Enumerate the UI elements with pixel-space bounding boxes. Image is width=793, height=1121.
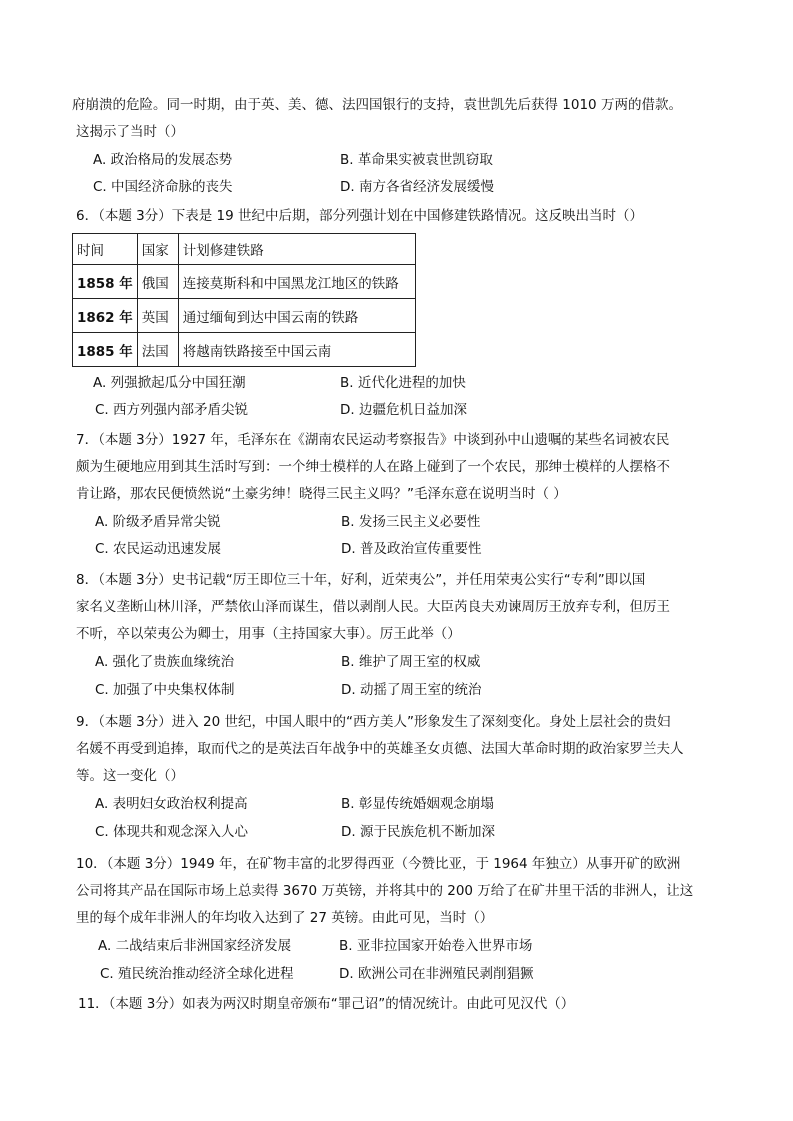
header-cell-country: 国家 — [137, 234, 178, 265]
q9-line-1: 9．（本题 3分）进入 20 世纪，中国人眼中的“西方美人”形象发生了深刻变化。身处上层社会的贵妇 — [76, 714, 671, 730]
q11-stem: 11．（本题 3分）如表为两汉时期皇帝颁布“罪己诏”的情况统计。由此可见汉代（） — [78, 996, 575, 1012]
q6-option-b[interactable]: B. 近代化进程的加快 — [340, 375, 466, 391]
table-cell-railway: 通过缅甸到达中国云南的铁路 — [178, 299, 415, 333]
q6-option-a[interactable]: A. 列强掀起瓜分中国狂潮 — [93, 375, 246, 391]
q8-option-a[interactable]: A. 强化了贵族血缘统治 — [95, 654, 235, 670]
header-cell-railway: 计划修建铁路 — [178, 234, 415, 265]
q9-line-2: 名媛不再受到追捧，取而代之的是英法百年战争中的英雄圣女贞德、法国大革命时期的政治家罗兰夫人 — [76, 741, 684, 757]
q9-option-b[interactable]: B. 彰显传统婚姻观念崩塌 — [341, 796, 494, 812]
q5-option-d[interactable]: D. 南方各省经济发展缓慢 — [340, 179, 494, 195]
q10-line-2: 公司将其产品在国际市场上总卖得 3670 万英镑，并将其中的 200 万给了在矿井里干活的非洲人，让这 — [76, 883, 694, 899]
table-cell-railway: 连接莫斯科和中国黑龙江地区的铁路 — [178, 265, 415, 299]
q5-option-c[interactable]: C. 中国经济命脉的丧失 — [93, 179, 233, 195]
table-cell-country: 俄国 — [137, 265, 178, 299]
table-row — [73, 299, 416, 333]
q5-option-b[interactable]: B. 革命果实被袁世凯窃取 — [340, 152, 493, 168]
q8-option-c[interactable]: C. 加强了中央集权体制 — [95, 682, 235, 698]
q9-line-3: 等。这一变化（） — [76, 768, 184, 784]
q5-line-2: 这揭示了当时（） — [76, 124, 184, 140]
q10-option-b[interactable]: B. 亚非拉国家开始卷入世界市场 — [339, 938, 533, 954]
table-cell-railway: 将越南铁路接至中国云南 — [178, 333, 415, 367]
q9-option-a[interactable]: A. 表明妇女政治权利提高 — [95, 796, 248, 812]
q6-stem: 6．（本题 3分）下表是 19 世纪中后期，部分列强计划在中国修建铁路情况。这反映出当时（） — [76, 208, 643, 224]
table-cell-year: 1858 年 — [73, 265, 138, 299]
q9-option-d[interactable]: D. 源于民族危机不断加深 — [341, 824, 495, 840]
q6-option-c[interactable]: C. 西方列强内部矛盾尖锐 — [95, 402, 249, 418]
q8-option-b[interactable]: B. 维护了周王室的权威 — [341, 654, 481, 670]
q10-option-d[interactable]: D. 欧洲公司在非洲殖民剥削猖獗 — [339, 966, 534, 982]
q8-option-d[interactable]: D. 动摇了周王室的统治 — [341, 682, 482, 698]
q7-line-2: 颇为生硬地应用到其生活时写到：一个绅士模样的人在路上碰到了一个农民，那绅士模样的人摆格不 — [76, 459, 670, 475]
q7-line-1: 7．（本题 3分）1927 年，毛泽东在《湖南农民运动考察报告》中谈到孙中山遗嘱的某些名词被农民 — [76, 432, 670, 448]
q7-line-3: 肯让路，那农民便愤然说“土豪劣绅！晓得三民主义吗？”毛泽东意在说明当时（ ） — [76, 486, 567, 502]
railway-table — [72, 233, 416, 367]
q5-option-a[interactable]: A. 政治格局的发展态势 — [93, 152, 233, 168]
q7-option-a[interactable]: A. 阶级矛盾异常尖锐 — [95, 514, 221, 530]
q10-line-3: 里的每个成年非洲人的年均收入达到了 27 英镑。由此可见，当时（） — [76, 910, 494, 926]
table-cell-year: 1862 年 — [73, 299, 138, 333]
table-cell-country: 英国 — [137, 299, 178, 333]
q8-line-2: 家名义垄断山林川泽，严禁依山泽而谋生，借以剥削人民。大臣芮良夫劝谏周厉王放弃专利，但厉王 — [76, 599, 670, 615]
q10-option-c[interactable]: C. 殖民统治推动经济全球化进程 — [100, 966, 294, 982]
header-cell-time: 时间 — [73, 234, 138, 265]
q9-option-c[interactable]: C. 体现共和观念深入人心 — [95, 824, 249, 840]
q7-option-d[interactable]: D. 普及政治宣传重要性 — [341, 541, 482, 557]
table-row — [73, 333, 416, 367]
q6-option-d[interactable]: D. 边疆危机日益加深 — [340, 402, 467, 418]
q5-line-1: 府崩溃的危险。同一时期，由于英、美、德、法四国银行的支持，袁世凯先后获得 1010 万两的借款。 — [72, 97, 682, 113]
q7-option-c[interactable]: C. 农民运动迅速发展 — [95, 541, 222, 557]
table-header-row — [73, 234, 416, 265]
q10-line-1: 10．（本题 3分）1949 年，在矿物丰富的北罗得西亚（今赞比亚，于 1964 年独立）从事开矿的欧洲 — [76, 856, 681, 872]
q7-option-b[interactable]: B. 发扬三民主义必要性 — [341, 514, 481, 530]
q8-line-3: 不听，卒以荣夷公为卿士，用事（主持国家大事）。厉王此举（） — [76, 626, 461, 642]
table-row — [73, 265, 416, 299]
q10-option-a[interactable]: A. 二战结束后非洲国家经济发展 — [98, 938, 292, 954]
q8-line-1: 8．（本题 3分）史书记载“厉王即位三十年，好利，近荣夷公”，并任用荣夷公实行“专利”即以国 — [76, 572, 646, 588]
table-cell-country: 法国 — [137, 333, 178, 367]
table-cell-year: 1885 年 — [73, 333, 138, 367]
